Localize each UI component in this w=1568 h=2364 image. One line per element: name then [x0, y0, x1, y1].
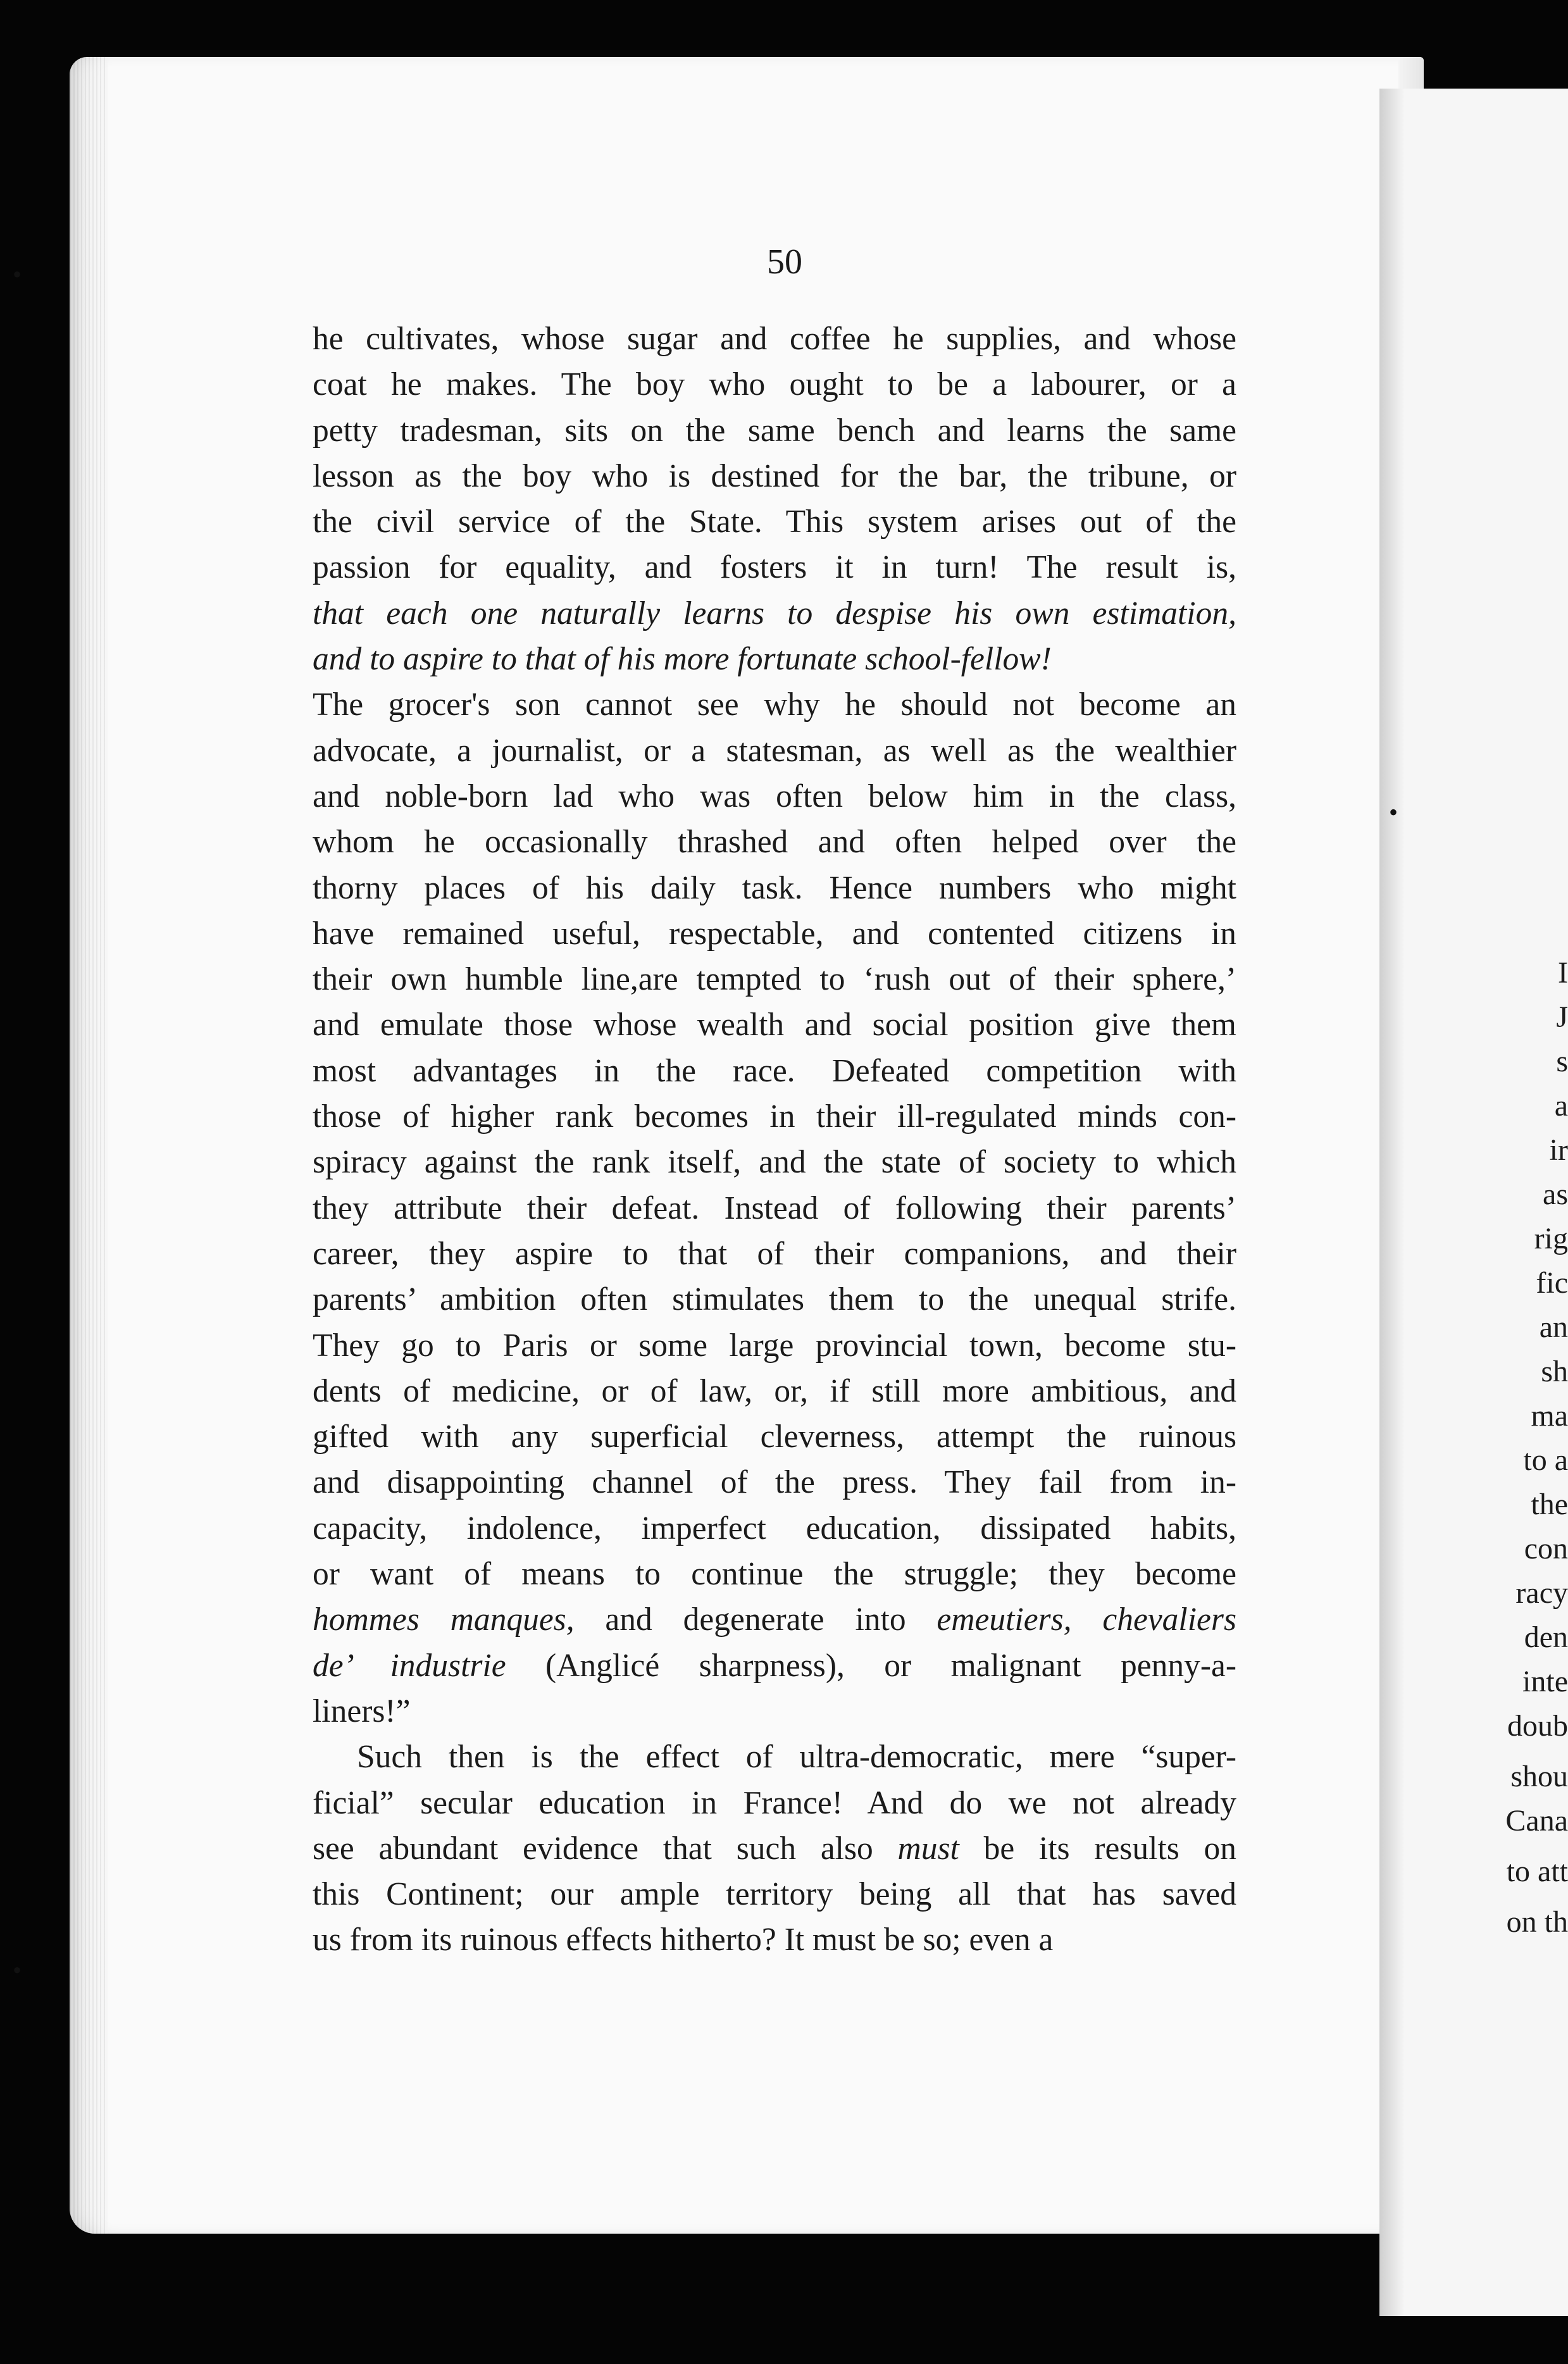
text-line — [313, 1048, 1236, 1094]
text-run: They go to Paris or some large provincial town, become stu- — [313, 1327, 1236, 1364]
text-line — [313, 911, 1236, 957]
text-line — [313, 1323, 1236, 1369]
italic-text: de’ industrie — [313, 1647, 506, 1684]
text-line — [313, 1552, 1236, 1597]
facing-page-fragment: doub — [1507, 1709, 1568, 1743]
text-line — [313, 1414, 1236, 1460]
text-line — [313, 1689, 1236, 1734]
text-run: parents’ ambition often stimulates them to the unequal strife. — [313, 1281, 1236, 1318]
text-line — [313, 728, 1236, 774]
text-line — [313, 362, 1236, 407]
text-run: their own humble line,are tempted to ‘rush out of their sphere,’ — [313, 961, 1236, 998]
italic-text: hommes manques, — [313, 1602, 575, 1638]
facing-page-fragment: den — [1524, 1621, 1568, 1654]
text-line — [313, 1140, 1236, 1185]
text-run: and degenerate into — [574, 1602, 937, 1638]
text-run: spiracy against the rank itself, and the state of society to which — [313, 1144, 1236, 1181]
facing-page-fragment: the — [1531, 1488, 1568, 1521]
italic-text: emeutiers, chevaliers — [936, 1602, 1236, 1638]
facing-page-fragment: con — [1524, 1532, 1568, 1565]
facing-page-fragment: a — [1554, 1089, 1568, 1123]
facing-page-fragment: fic — [1536, 1266, 1568, 1300]
text-run: have remained useful, respectable, and contented citizens in — [313, 915, 1236, 952]
facing-page-fragment: s — [1556, 1045, 1568, 1078]
text-run: and noble-born lad who was often below him in the class, — [313, 778, 1236, 814]
margin-mark: • — [13, 260, 22, 289]
facing-page-fragment: sh — [1541, 1355, 1568, 1388]
text-run: (Anglicé sharpness), or malignant penny-a- — [506, 1647, 1236, 1684]
text-run: passion for equality, and fosters it in turn! The result is, — [313, 549, 1236, 586]
text-run: petty tradesman, sits on the same bench and learns the same — [313, 412, 1236, 449]
text-line — [313, 1369, 1236, 1414]
text-line — [313, 1917, 1236, 1963]
text-line — [313, 1826, 1236, 1872]
facing-page-fragment: Cana — [1505, 1804, 1568, 1838]
facing-page-fragment: rig — [1534, 1222, 1568, 1255]
text-run: and disappointing channel of the press. They fail from in- — [313, 1464, 1236, 1501]
italic-text: must — [897, 1830, 959, 1867]
text-run: liners!” — [313, 1693, 411, 1729]
text-line — [313, 499, 1236, 545]
page-number: 50 — [767, 242, 802, 282]
text-line — [313, 1506, 1236, 1552]
text-line — [313, 545, 1236, 590]
facing-page-fragment: racy — [1515, 1576, 1568, 1610]
text-run: career, they aspire to that of their companions, and their — [313, 1235, 1236, 1272]
text-line — [313, 316, 1236, 362]
right-page — [1379, 89, 1568, 2316]
text-run: ficial” secular education in France! And do we not already — [313, 1784, 1236, 1821]
text-line — [313, 591, 1236, 637]
text-run: us from its ruinous effects hitherto? It must be so; even a — [313, 1922, 1054, 1958]
text-run: most advantages in the race. Defeated competition with — [313, 1052, 1236, 1089]
text-run: this Continent; our ample territory being all that has saved — [313, 1876, 1236, 1913]
text-line — [313, 774, 1236, 819]
text-run: see abundant evidence that such also — [313, 1830, 898, 1867]
text-line — [313, 1002, 1236, 1048]
text-run: be its results on — [959, 1830, 1236, 1867]
text-run: the civil service of the State. This system arises out of the — [313, 504, 1236, 540]
page-edge — [70, 57, 108, 2234]
text-line — [313, 1872, 1236, 1917]
text-line — [313, 1231, 1236, 1277]
facing-page-fragment: as — [1543, 1178, 1568, 1211]
italic-text: that each one naturally learns to despise his own estimation, — [313, 595, 1236, 631]
text-run: and emulate those whose wealth and social position give them — [313, 1007, 1236, 1043]
facing-page-fragment: ma — [1531, 1399, 1568, 1433]
text-run: coat he makes. The boy who ought to be a labourer, or a — [313, 366, 1236, 403]
body-text — [313, 316, 1236, 1963]
text-run: gifted with any superficial cleverness, attempt the ruinous — [313, 1419, 1236, 1455]
facing-page-fragment: inte — [1522, 1665, 1568, 1698]
text-run: Such then is the effect of ultra-democratic, mere “super- — [357, 1739, 1236, 1776]
text-line — [313, 819, 1236, 865]
text-line — [313, 1781, 1236, 1826]
text-run: lesson as the boy who is destined for the bar, the tribune, or — [313, 457, 1236, 494]
facing-page-fragment: an — [1539, 1310, 1568, 1344]
text-run: those of higher rank becomes in their ill-regulated minds con- — [313, 1098, 1236, 1135]
facing-page-fragment: ir — [1549, 1133, 1568, 1167]
text-line — [313, 682, 1236, 728]
text-run: advocate, a journalist, or a statesman, as well as the wealthier — [313, 732, 1236, 769]
text-line — [313, 1643, 1236, 1689]
margin-mark: • — [1389, 798, 1398, 826]
text-line — [313, 454, 1236, 499]
text-run: or want of means to continue the struggle; they become — [313, 1556, 1236, 1593]
text-line — [313, 866, 1236, 911]
facing-page-fragment: to att — [1506, 1855, 1568, 1888]
text-line — [313, 957, 1236, 1002]
text-run: The grocer's son cannot see why he should not become an — [313, 687, 1236, 723]
facing-page-fragment: shou — [1510, 1760, 1568, 1793]
margin-mark: • — [13, 1956, 22, 1984]
facing-page-fragment: J — [1556, 1000, 1568, 1034]
text-line — [313, 637, 1236, 682]
facing-page-fragment: to a — [1523, 1443, 1568, 1477]
text-line — [313, 408, 1236, 454]
binding-shadow — [1379, 89, 1405, 2316]
text-run: thorny places of his daily task. Hence numbers who might — [313, 869, 1236, 906]
text-line — [313, 1094, 1236, 1140]
text-run: whom he occasionally thrashed and often helped over the — [313, 824, 1236, 861]
facing-page-fragment: I — [1558, 956, 1568, 990]
text-run: dents of medicine, or of law, or, if still more ambitious, and — [313, 1372, 1236, 1409]
text-line — [313, 1734, 1236, 1780]
text-run: he cultivates, whose sugar and coffee he supplies, and whose — [313, 321, 1236, 357]
italic-text: and to aspire to that of his more fortunate school-fellow! — [313, 641, 1052, 678]
text-line — [313, 1460, 1236, 1505]
text-run: capacity, indolence, imperfect education, dissipated habits, — [313, 1510, 1236, 1546]
text-run: they attribute their defeat. Instead of following their parents’ — [313, 1190, 1236, 1226]
text-line — [313, 1277, 1236, 1322]
facing-page-fragment: on th — [1506, 1905, 1568, 1939]
text-line — [313, 1597, 1236, 1643]
text-line — [313, 1186, 1236, 1231]
